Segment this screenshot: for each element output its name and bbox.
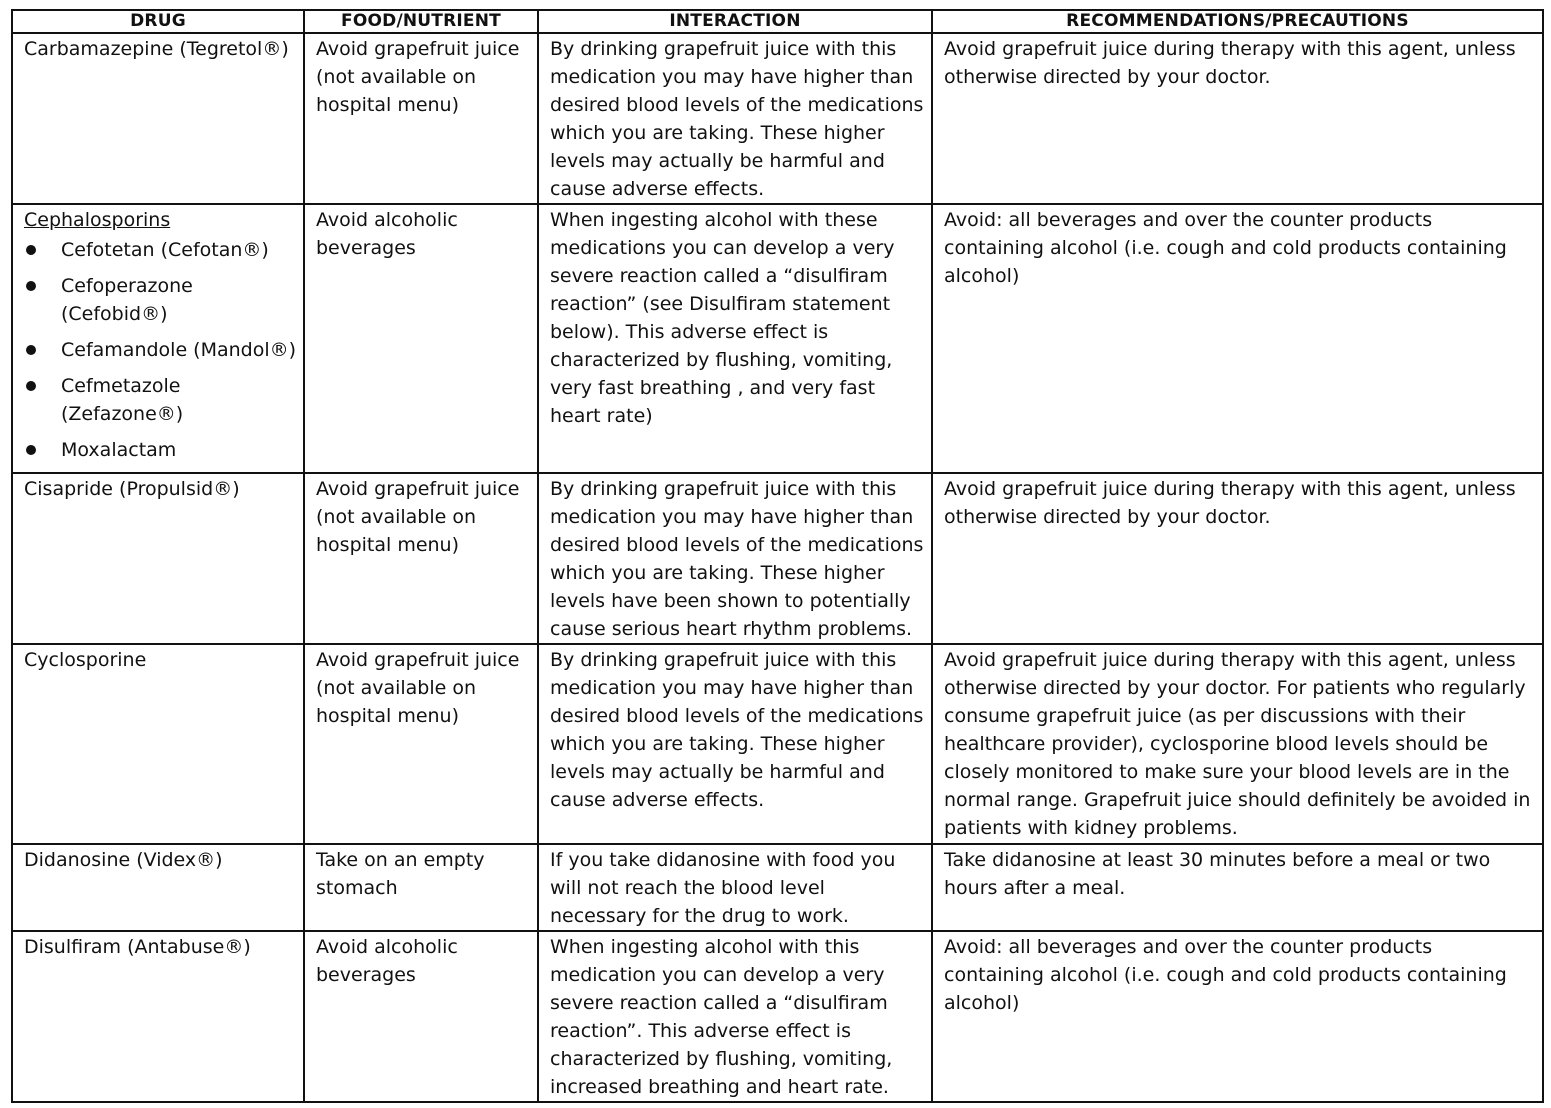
- header-drug: DRUG: [12, 10, 304, 33]
- drug-item-label: Cefotetan (Cefotan®): [61, 239, 269, 261]
- list-item: [24, 436, 297, 464]
- drug-class-title: Cephalosporins: [24, 209, 171, 231]
- food-cell: Avoid grapefruit juice (not available on hospital menu): [304, 644, 538, 844]
- drug-item-label: Cefamandole (Mandol®): [61, 339, 297, 361]
- bullet-icon: [26, 381, 36, 391]
- drug-cell: [12, 204, 304, 473]
- interaction-cell: When ingesting alcohol with this medication you can develop a very severe reaction called a “disulfiram reaction”. This adverse effect is characterized by flushing, vomiting, increased breathing and heart rate.: [538, 931, 932, 1102]
- drug-item-label: Cefmetazole (Zefazone®): [61, 375, 184, 425]
- list-item: [24, 272, 297, 328]
- food-cell: Avoid alcoholic beverages: [304, 931, 538, 1102]
- food-cell: Avoid grapefruit juice (not available on hospital menu): [304, 33, 538, 204]
- food-cell: Avoid alcoholic beverages: [304, 204, 538, 473]
- drug-item-label: Moxalactam: [61, 439, 177, 461]
- table-row: [12, 33, 1543, 204]
- recommendation-cell: Avoid: all beverages and over the counter products containing alcohol (i.e. cough and cold products containing alcohol): [932, 931, 1543, 1102]
- recommendation-cell: Avoid: all beverages and over the counter products containing alcohol (i.e. cough and cold products containing alcohol): [932, 204, 1543, 473]
- interaction-cell: By drinking grapefruit juice with this medication you may have higher than desired blood levels of the medications which you are taking. These higher levels may actually be harmful and cause adverse effects.: [538, 33, 932, 204]
- drug-cell: Cyclosporine: [12, 644, 304, 844]
- header-row: [12, 10, 1543, 33]
- table-row: [12, 844, 1543, 931]
- drug-cell: Carbamazepine (Tegretol®): [12, 33, 304, 204]
- drug-interaction-table: [11, 9, 1544, 1103]
- recommendation-cell: Avoid grapefruit juice during therapy with this agent, unless otherwise directed by your doctor.: [932, 33, 1543, 204]
- list-item: [24, 336, 297, 364]
- bullet-icon: [26, 445, 36, 455]
- bullet-icon: [26, 281, 36, 291]
- food-cell: Avoid grapefruit juice (not available on hospital menu): [304, 473, 538, 644]
- table-row: [12, 931, 1543, 1102]
- drug-item-label: Cefoperazone (Cefobid®): [61, 275, 193, 325]
- drug-cell: Cisapride (Propulsid®): [12, 473, 304, 644]
- table-row: [12, 204, 1543, 473]
- header-recommendations: RECOMMENDATIONS/PRECAUTIONS: [932, 10, 1543, 33]
- drug-list: [24, 236, 297, 464]
- food-cell: Take on an empty stomach: [304, 844, 538, 931]
- interaction-cell: By drinking grapefruit juice with this medication you may have higher than desired blood levels of the medications which you are taking. These higher levels have been shown to potentially cause serious heart rhythm problems.: [538, 473, 932, 644]
- header-food-nutrient: FOOD/NUTRIENT: [304, 10, 538, 33]
- table-row: [12, 473, 1543, 644]
- drug-cell: Didanosine (Videx®): [12, 844, 304, 931]
- recommendation-cell: Avoid grapefruit juice during therapy with this agent, unless otherwise directed by your doctor. For patients who regularly consume grapefruit juice (as per discussions with their healthcare provider), cyclosporine blood levels should be closely monitored to make sure your blood levels are in the normal range. Grapefruit juice should definitely be avoided in patients with kidney problems.: [932, 644, 1543, 844]
- recommendation-cell: Avoid grapefruit juice during therapy with this agent, unless otherwise directed by your doctor.: [932, 473, 1543, 644]
- drug-cell: Disulfiram (Antabuse®): [12, 931, 304, 1102]
- recommendation-cell: Take didanosine at least 30 minutes before a meal or two hours after a meal.: [932, 844, 1543, 931]
- interaction-cell: When ingesting alcohol with these medications you can develop a very severe reaction called a “disulfiram reaction” (see Disulfiram statement below). This adverse effect is characterized by flushing, vomiting, very fast breathing , and very fast heart rate): [538, 204, 932, 473]
- list-item: [24, 236, 297, 264]
- table-row: [12, 644, 1543, 844]
- bullet-icon: [26, 345, 36, 355]
- interaction-cell: By drinking grapefruit juice with this medication you may have higher than desired blood levels of the medications which you are taking. These higher levels may actually be harmful and cause adverse effects.: [538, 644, 932, 844]
- interaction-cell: If you take didanosine with food you will not reach the blood level necessary for the drug to work.: [538, 844, 932, 931]
- header-interaction: INTERACTION: [538, 10, 932, 33]
- list-item: [24, 372, 297, 428]
- bullet-icon: [26, 245, 36, 255]
